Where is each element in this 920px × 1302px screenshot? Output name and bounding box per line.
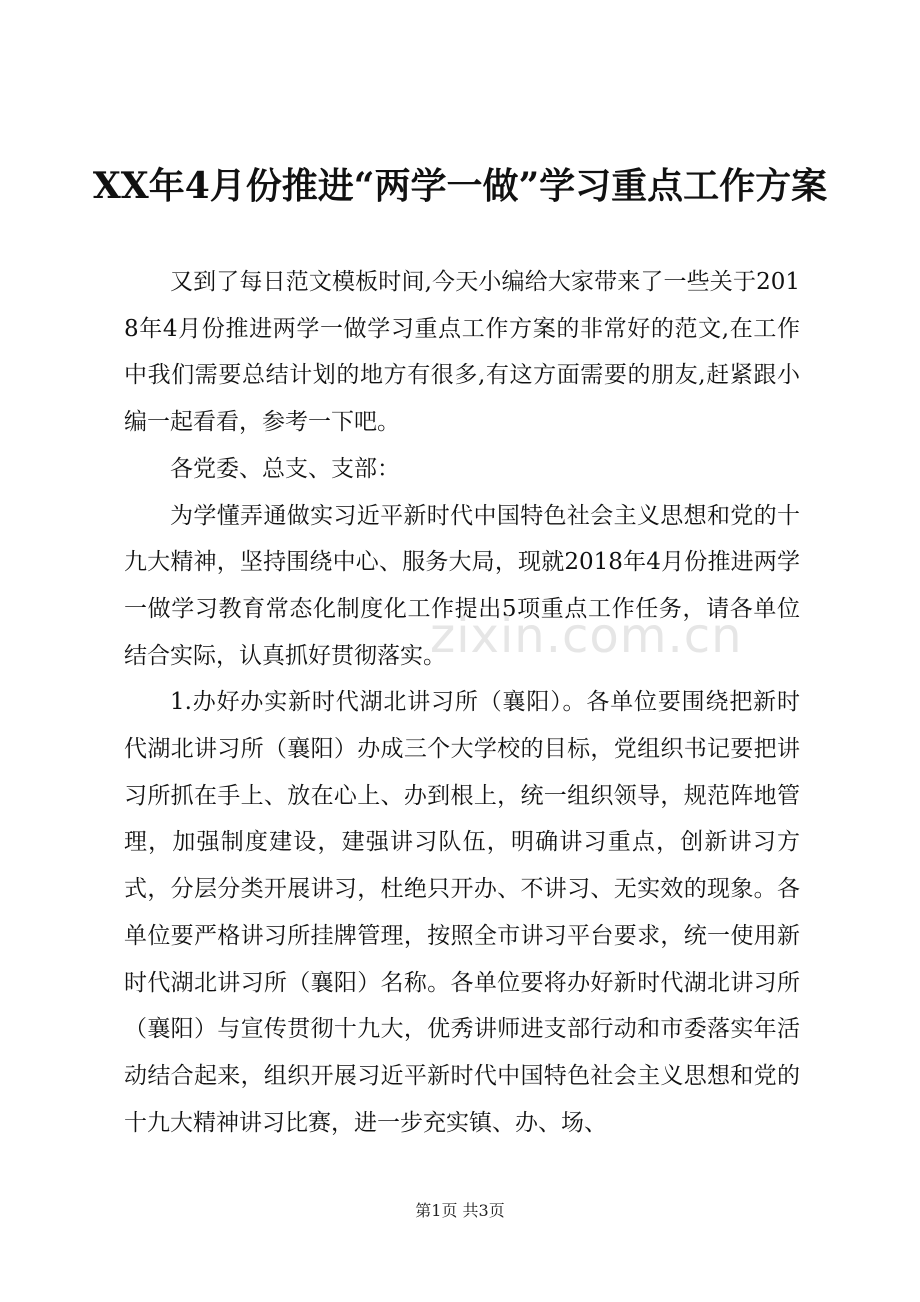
paragraph-salutation: 各党委、总支、支部： <box>170 455 400 482</box>
page-footer: 第1页 共3页 <box>415 1201 505 1220</box>
paragraph-task-1: 1.办好办实新时代湖北讲习所（襄阳）。各单位要围绕把新时代湖北讲习所（襄阳）办成三个大学校的目标，党组织书记要把讲习所抓在手上、放在心上、办到根上，统一组织领导，规范阵地管理，加强制度建设，建强讲习队伍，明确讲习重点，创新讲习方式，分层分类开展讲习，杜绝只开办、不讲习、无实效的现象。各单位要严格讲习所挂牌管理，按照全市讲习平台要求，统一使用新时代湖北讲习所（襄阳）名称。各单位要将办好新时代湖北讲习所（襄阳）与宣传贯彻十九大，优秀讲师进支部行动和市委落实年活动结合起来，组织开展习近平新时代中国特色社会主义思想和党的十九大精神讲习比赛，进一步充实镇、办、场、 <box>124 689 800 1136</box>
document-title: XX年4月份推进“两学一做”学习重点工作方案 <box>92 165 828 207</box>
paragraph-purpose: 为学懂弄通做实习近平新时代中国特色社会主义思想和党的十九大精神，坚持围绕中心、服务大局，现就2018年4月份推进两学一做学习教育常态化制度化工作提出5项重点工作任务，请各单位结合实际，认真抓好贯彻落实。 <box>124 502 800 669</box>
paragraph-intro: 又到了每日范文模板时间,今天小编给大家带来了一些关于2018年4月份推进两学一做学习重点工作方案的非常好的范文,在工作中我们需要总结计划的地方有很多,有这方面需要的朋友,赶紧跟小编一起看看，参考一下吧。 <box>124 269 800 436</box>
document-body <box>124 259 800 1146</box>
watermark: zixin.com.cn <box>430 608 743 664</box>
